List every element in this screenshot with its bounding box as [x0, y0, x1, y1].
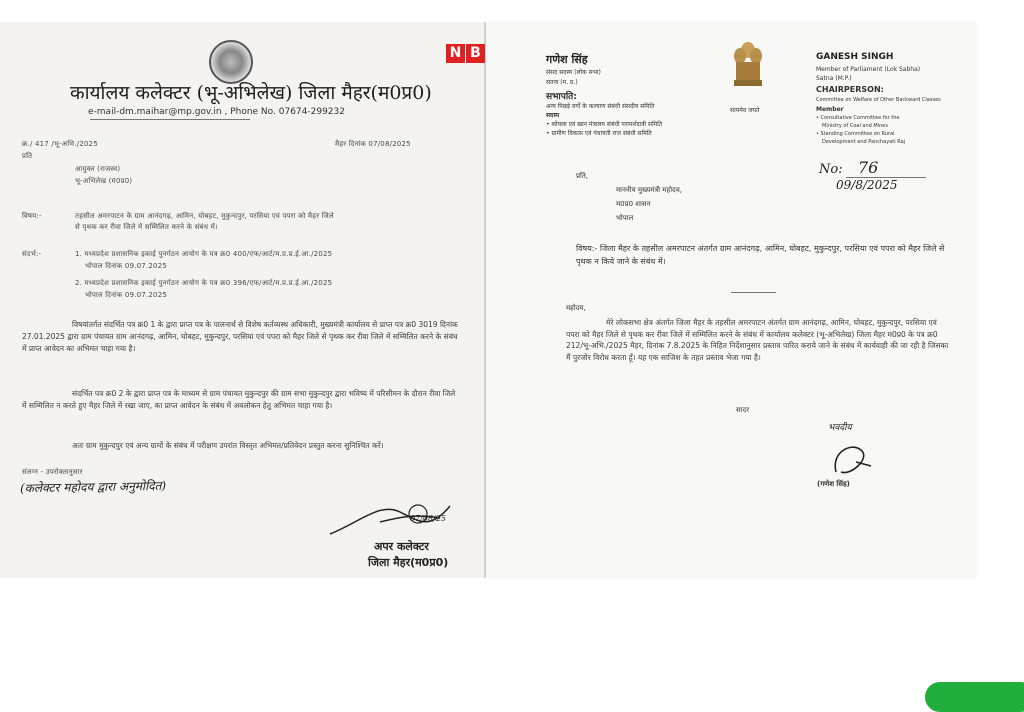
signatory-name: (गणेश सिंह)	[817, 480, 850, 488]
committee-hindi: अन्य पिछड़े वर्गों के कल्याण संबंधी संसदीय समिति	[546, 103, 655, 110]
chairperson-label: CHAIRPERSON:	[816, 85, 884, 94]
sandarbh-label: संदर्भ:-	[22, 250, 42, 258]
sadasya-label: सदस्य	[546, 112, 560, 119]
email-phone-line: e-mail-dm.maihar@mp.gov.in , Phone No. 07674-299232	[88, 107, 345, 117]
member-english-4: Development and Panchayati Raj	[822, 139, 906, 145]
body-paragraph-3: अतः ग्राम मुकुन्दपुर एवं अन्य ग्रामों के संबंध में परीक्षण उपरांत विस्तृत अभिमत/प्रतिवेदन प्रस्तुत करना सुनिश्चित करें।	[72, 441, 384, 450]
member-hindi-1: • कोयला एवं खान मंत्रालय संबंधी परामर्शदात्री समिति	[546, 121, 663, 128]
letter-date: 09/8/2025	[836, 178, 898, 192]
mp-role-english-2: Satna (M.P.)	[816, 75, 852, 82]
handwritten-note: (कलेक्टर महोदय द्वारा अनुमोदित)	[19, 478, 167, 496]
date-line: मैहर दिनांक 07/08/2025	[335, 140, 411, 148]
sanlagn-line: संलग्न - उपरोक्तानुसार	[22, 468, 83, 476]
salutation: महोदय,	[566, 304, 586, 312]
vishay-text-1: तहसील अमरपाटन के ग्राम आनंदगढ़, आमिन, घोबहट, मुकुन्दपुर, परसिया एवं पपरा को मैहर जिले	[75, 212, 334, 220]
addressee-2: म0प्र0 शासन	[616, 200, 651, 208]
reference-2a: 2. मध्यप्रदेश प्रशासनिक इकाई पुनर्गठन आयोग के पत्र क्र0 396/एफ/आर्ट/म.प्र.प्र.ई.आ./2025	[75, 279, 333, 287]
designation-line-1: अपर कलेक्टर	[374, 540, 429, 553]
letter-number-label: No:	[819, 162, 843, 177]
body-paragraph-1: विषयांतर्गत संदर्भित पत्र क्र0 1 के द्वारा प्राप्त पत्र के पालनार्थ से विशेष कर्तव्यस्थ अधिकारी, मुख्यमंत्री कार्यालय से प्राप्त पत्र क्र0 3019 दिनांक 27.01.2025 द्वारा ग्राम पंचायत ग्राम आनंदगढ़, आमिन, घोबहट, मुकुन्दपुर, परसिया एवं पपरा को मैहर जिले से पृथक कर रीवा जिले में सम्मिलित करने के संबंध में प्राप्त आवेदन का अभिमत चाहा गया है।	[22, 320, 458, 353]
letter-body: मेरे लोकसभा क्षेत्र अंतर्गत जिला मैहर के तहसील अमरपाटन अंतर्गत ग्राम आनंदगढ़, आमिन, घोबहट, मुकुन्दपुर, परसिया एवं पपरा को मैहर जिले से पृथक कर रीवा जिले में सम्मिलित करने के संबंध में कार्यालय कलेक्टर (भू-अभिलेख) जिला मैहर म0प्र0 के पत्र क्र0 212/भू-अभि./2025 मैहर, दिनांक 7.8.2025 के निहित निर्देशानुसार प्रस्ताव पारित कराये जाने के संबंध में कार्यवाही की जा रही है जिसका मैं पुरजोर विरोध करता हूँ। यह एक साजिश के तहत प्रस्ताव भेजा गया है।	[566, 318, 949, 362]
signature-date: 07/08/25	[410, 514, 446, 523]
addressee-1: माननीय मुख्यमंत्री महोदय,	[616, 186, 683, 194]
government-seal-icon	[209, 40, 253, 84]
member-english-1: • Consultative Committee for the	[816, 115, 900, 121]
body-paragraph-2: संदर्भित पत्र क्र0 2 के द्वारा प्राप्त पत्र के माध्यम से ग्राम पंचायत मुकुन्दपुर की ग्राम सभा मुकुन्दपुर द्वारा भविष्य में परिसीमन के दौरान रीवा जिले में सम्मिलित न करते हुए मैहर जिले में रखा जाए, का प्राप्त आवेदन के संबंध में अवलोकन हेतु अभिमत चाहा गया है।	[22, 389, 456, 410]
reference-1a: 1. मध्यप्रदेश प्रशासनिक इकाई पुनर्गठन आयोग के पत्र क्र0 400/एफ/आर्ट/म.प्र.प्र.ई.आ./2025	[75, 250, 333, 258]
vishay-text-2: से पृथक कर रीवा जिले में सम्मिलित करने के संबंध में।	[75, 223, 218, 231]
vishay-label: विषय:-	[22, 212, 42, 220]
subject-separator	[731, 292, 776, 293]
office-title: कार्यालय कलेक्टर (भू-अभिलेख) जिला मैहर(म0प्र0)	[70, 82, 432, 104]
floating-action-button[interactable]	[925, 682, 1024, 712]
reference-2b: भोपाल दिनांक 09.07.2025	[85, 291, 168, 299]
nbt-letter: B	[466, 44, 485, 63]
addressee-3: भोपाल	[616, 214, 634, 222]
emblem-caption: सत्यमेव जयते	[730, 107, 760, 114]
reference-1b: भोपाल दिनांक 09.07.2025	[85, 262, 168, 270]
committee-english: Committee on Welfare of Other Backward Classes	[816, 97, 941, 103]
member-hindi-2: • ग्रामीण विकास एवं पंचायती राज संबंधी समिति	[546, 130, 652, 137]
addressee-line-1: आयुक्त (राजस्व)	[75, 165, 121, 173]
ref-number: क्र./ 417 /भू-अभि./2025	[22, 140, 98, 148]
member-english-3: • Standing Committee on Rural	[816, 131, 895, 137]
mp-role-hindi-2: सतना (म. प्र.)	[546, 79, 578, 86]
member-english-2: Ministry of Coal and Mines	[822, 123, 888, 129]
prati-label: प्रति,	[576, 172, 589, 180]
left-document	[0, 22, 484, 578]
mp-role-hindi-1: संसद सदस्य (लोक सभा)	[546, 69, 601, 76]
designation-line-2: जिला मैहर(म0प्र0)	[368, 556, 449, 569]
nbt-letter: N	[446, 44, 465, 63]
ashoka-emblem-icon	[730, 40, 766, 102]
letter-number-value: 76	[858, 158, 879, 177]
mp-name-hindi: गणेश सिंह	[546, 53, 588, 66]
prati-label: प्रति	[22, 152, 33, 160]
signature-bhavdiya: भवदीय	[828, 423, 852, 433]
mp-role-english-1: Member of Parliament (Lok Sabha)	[816, 66, 921, 73]
saadar-closing: सादर	[736, 406, 750, 414]
email-underline	[90, 119, 250, 120]
mp-signature-icon	[821, 432, 881, 482]
subject-line: विषय:- जिला मैहर के तहसील अमरपाटन अंतर्गत ग्राम आनंदगढ़, आमिन, घोबहट, मुकुन्दपुर, परसिया एवं पपरा को मैहर जिले से पृथक न किये जाने के संबंध में।	[576, 244, 945, 266]
signature-scribble-icon	[320, 492, 470, 542]
mp-name-english: GANESH SINGH	[816, 52, 894, 62]
addressee-line-2: भू-अभिलेख (म0प्र0)	[75, 177, 133, 185]
sabhapati-label: सभापति:	[546, 92, 577, 102]
right-document	[486, 22, 978, 578]
member-label: Member	[816, 106, 844, 113]
